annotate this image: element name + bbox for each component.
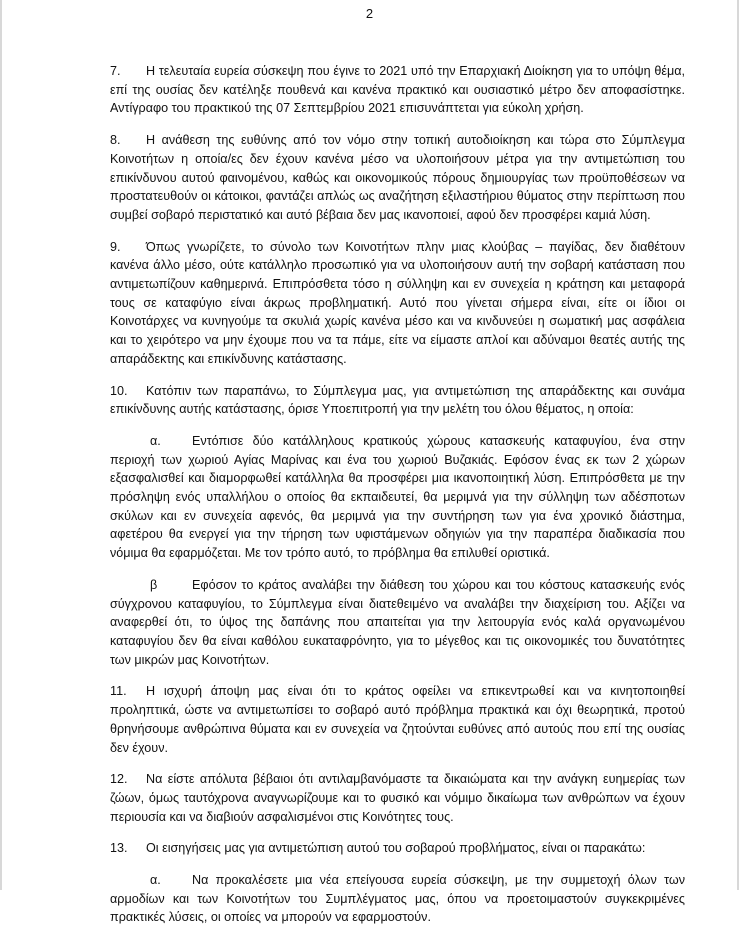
paragraph-12 [110, 770, 685, 826]
document-body [110, 62, 685, 940]
paragraph-text: Η τελευταία ευρεία σύσκεψη που έγινε το 2021 υπό την Επαρχιακή Διοίκηση για το υπόψη θέμα, επί της ουσίας δεν κατέληξε πουθενά και κανένα πρακτικό και ουσιαστικό μέτρο δεν αποφασίστηκε. Αντίγραφο του πρακτικού της 07 Σεπτεμβρίου 2021 επισυνάπτεται για εύκολη χρήση. [110, 64, 685, 116]
paragraph-10 [110, 382, 685, 419]
paragraph-8 [110, 131, 685, 225]
paragraph-13 [110, 839, 685, 858]
paragraph-number: 12. [110, 772, 128, 787]
paragraph-text: Όπως γνωρίζετε, το σύνολο των Κοινοτήτων πλην μιας κλούβας – παγίδας, δεν διαθέτουν κανένα άλλο μέσο, ούτε κατάλληλο προσωπικό για να υλοποιήσουν αυτή την σοβαρή κατάσταση που αντιμετωπίζουν καθημερινά. Επιπρόσθετα τόσο η σύλληψη και εν συνεχεία η κράτηση και μεταφορά τους σε καταφύγιο είναι άκρως προβληματική. Αυτό που γίνεται σήμερα είναι, είτε οι ίδιοι οι Κοινοτάρχες να κυνηγούμε τα σκυλιά χωρίς κανένα μέσο και να κινδυνεύει η σωματική μας ασφάλεια και το χειρότερο να μην έχουμε που να τα πάμε, είτε να είμαστε απλοί και αδύναμοι θεατές αυτής της απαράδεκτης και επικίνδυνης κατάστασης. [110, 239, 685, 366]
paragraph-text: Η ανάθεση της ευθύνης από τον νόμο στην τοπική αυτοδιοίκηση και τώρα στο Σύμπλεγμα Κοινοτήτων η οποία/ες δεν έχουν κανένα μέσο να υλοποιήσουν μέτρα για την αντιμετώπιση του επικίνδυνου αυτού φαινομένου, καθώς και οικονομικούς πόρους δημιουργίας των προϋποθέσεων να προστατευθούν οι κάτοικοι, φαντάζει απλώς ως αναζήτηση εξιλαστήριου θύματος στην περίπτωση που συμβεί σοβαρό περιστατικό και αυτό βέβαια δεν μας ικανοποιεί, αφού δεν προσφέρει καμιά λύση. [110, 133, 685, 222]
paragraph-9 [110, 238, 685, 369]
subparagraph-13a [110, 871, 685, 927]
paragraph-number: 8. [110, 133, 121, 148]
page-number: 2 [365, 6, 374, 21]
subparagraph-letter: α. [150, 873, 161, 888]
subparagraph-10b [110, 576, 685, 670]
subparagraph-text: Εφόσον το κράτος αναλάβει την διάθεση του χώρου και του κόστους κατασκευής ενός σύγχρονου καταφυγίου, το Σύμπλεγμα είναι διατεθειμένο να αναλάβει την διαχείριση του. Αξίζει να αναφερθεί ότι, το ύψος της δαπάνης που απαιτείται για την λειτουργία ενός καλά οργανωμένου καταφυγίου δεν θα είναι καθόλου ευκαταφρόνητο, για το μέγεθος και τις οικονομικές του δυνατότητες των μικρών μας Κοινοτήτων. [110, 577, 685, 667]
page-left-edge [0, 0, 2, 890]
paragraph-number: 7. [110, 64, 121, 78]
subparagraph-text: Εντόπισε δύο κατάλληλους κρατικούς χώρους κατασκευής καταφυγίου, ένα στην περιοχή των χωριού Αγίας Μαρίνας και ένα του χωριού Βυζακιάς. Εφόσον ένας εκ των 2 χώρων εξασφαλισθεί και διαμορφωθεί κατάλληλα θα προσφέρει μια ικανοποιητική λύση. Επιπρόσθετα με την πρόσληψη ενός υπαλλήλου ο οποίος θα εκπαιδευτεί, θα μεριμνά για την σύλληψη των αδέσποτων σκύλων και εν συνεχεία αφενός, θα μεριμνά για την συντήρηση των για ένα χρονικό διάστημα, αφετέρου θα ενεργεί για την τήρηση των υφιστάμενων οδηγιών για την παραπέρα διαδικασία που νόμιμα θα εφαρμόζεται. Με τον τρόπο αυτό, το πρόβλημα θα επιλυθεί οριστικά. [110, 433, 685, 561]
subparagraph-10a [110, 432, 685, 563]
paragraph-number: 13. [110, 841, 128, 856]
paragraph-text: Να είστε απόλυτα βέβαιοι ότι αντιλαμβανόμαστε τα δικαιώματα και την ανάγκη ευημερίας των ζώων, όμως ταυτόχρονα αναγνωρίζουμε και το φυσικό και νόμιμο δικαίωμα των ανθρώπων να έχουν περιουσία και να διαβιούν ασφαλισμένοι στις Κοινότητες τους. [110, 772, 685, 824]
paragraph-number: 10. [110, 383, 128, 398]
subparagraph-letter: β [150, 577, 158, 592]
paragraph-7 [110, 62, 685, 118]
paragraph-number: 11. [110, 684, 127, 699]
subparagraph-text: Να προκαλέσετε μια νέα επείγουσα ευρεία σύσκεψη, με την συμμετοχή όλων των αρμοδίων και των Κοινοτήτων του Συμπλέγματος μας, όπου να προετοιμαστούν συγκεκριμένες πρακτικές λύσεις, οι οποίες να μπορούν να εφαρμοστούν. [110, 873, 685, 925]
subparagraph-letter: α. [150, 433, 161, 448]
paragraph-text: Οι εισηγήσεις μας για αντιμετώπιση αυτού του σοβαρού προβλήματος, είναι οι παρακάτω: [146, 841, 646, 856]
paragraph-text: Κατόπιν των παραπάνω, το Σύμπλεγμα μας, για αντιμετώπιση της απαράδεκτης και συνάμα επικίνδυνης αυτής κατάστασης, όρισε Υποεπιτροπή για την μελέτη του όλου θέματος, η οποία: [110, 383, 685, 417]
paragraph-text: Η ισχυρή άποψη μας είναι ότι το κράτος οφείλει να επικεντρωθεί και να κινητοποιηθεί προληπτικά, ώστε να αντιμετωπίσει το σοβαρό αυτό πρόβλημα πρακτικά και όχι θεωρητικά, προτού θρηνήσουμε ανθρώπινα θύματα και εν συνεχεία να ζητούνται ευθύνες από αυτούς που επί της ουσίας δεν έχουν. [110, 684, 685, 755]
paragraph-number: 9. [110, 239, 121, 254]
paragraph-11 [110, 682, 685, 757]
